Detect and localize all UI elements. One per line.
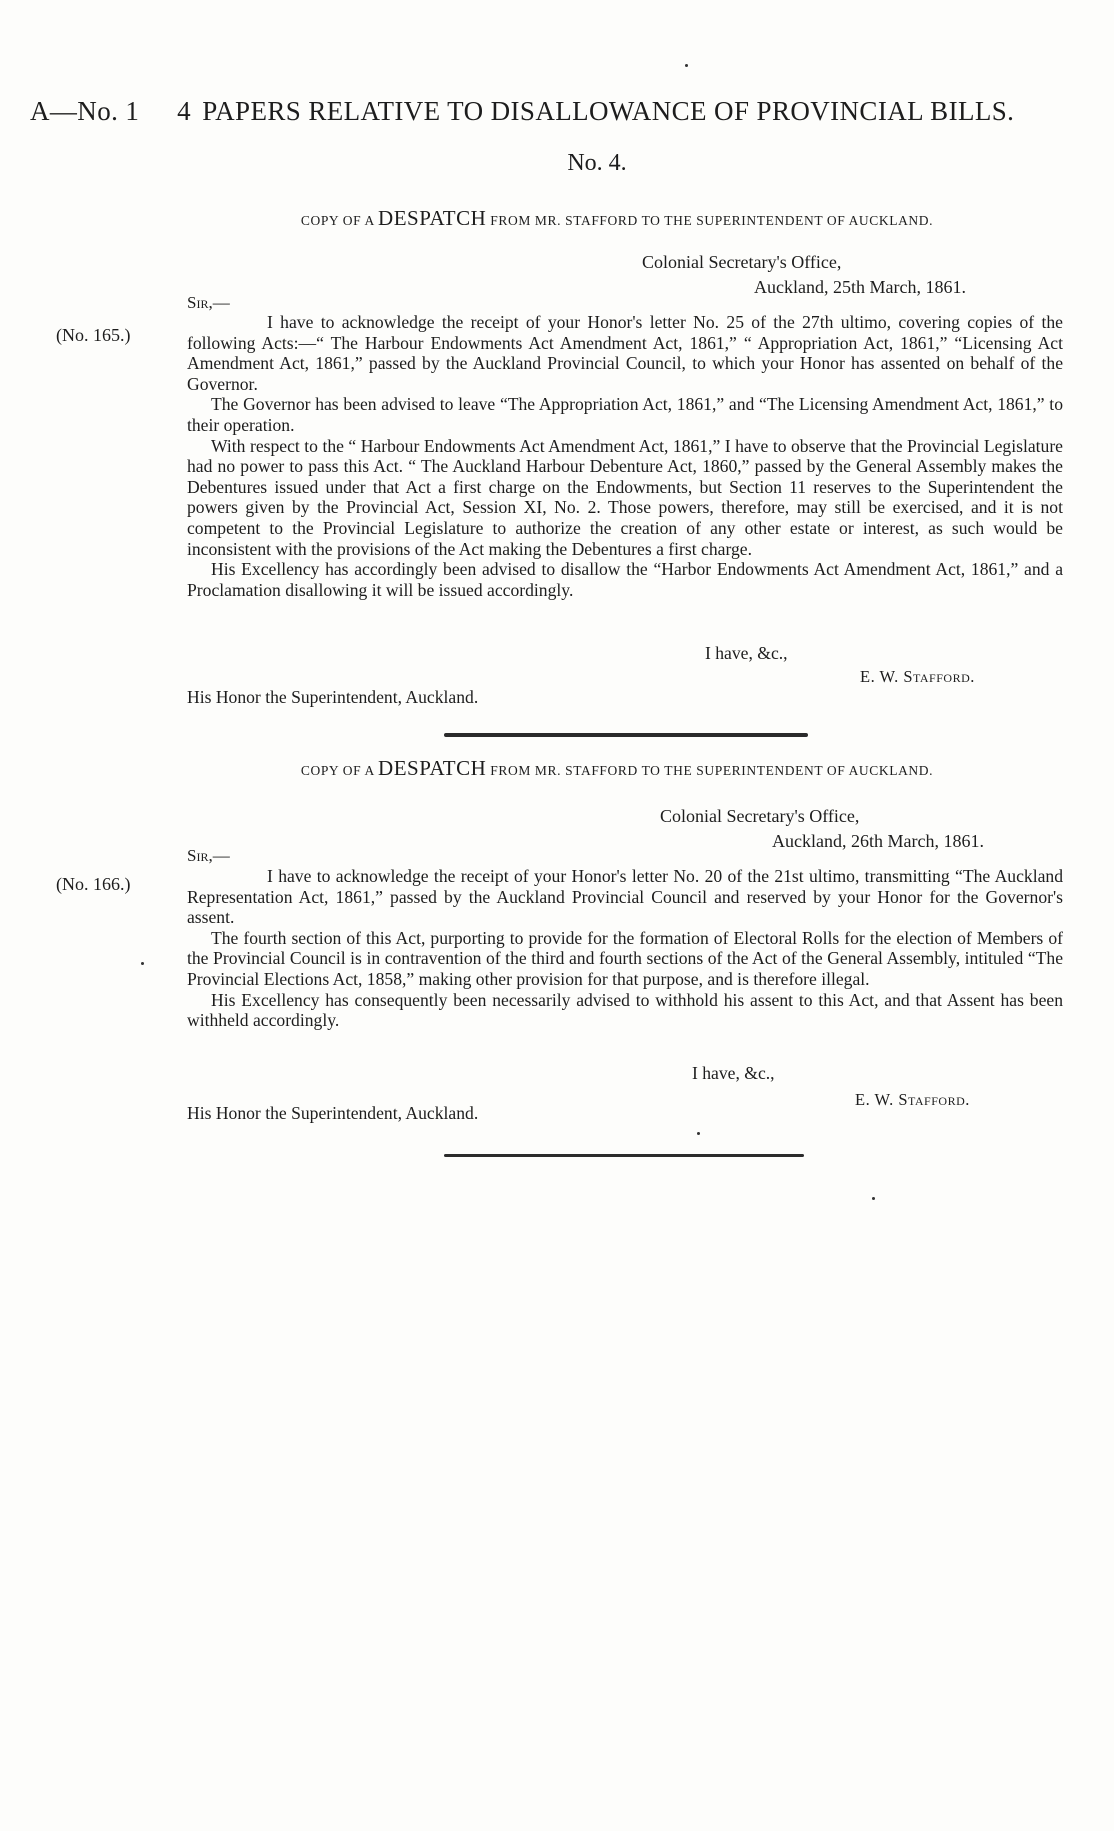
- page-number: 4: [177, 96, 192, 126]
- letter2-closing: I have, &c.,: [692, 1063, 775, 1083]
- page-title: PAPERS RELATIVE TO DISALLOWANCE OF PROVINCIAL BILLS.: [202, 96, 1015, 126]
- letter2-addressee: His Honor the Superintendent, Auckland.: [187, 1103, 479, 1123]
- letter2-paragraph: I have to acknowledge the receipt of your Honor's letter No. 20 of the 21st ultimo, transmitting “The Auckland Representation Act, 1861,” passed by the Auckland Provincial Council and reserved by your Honor for the Governor's assent.: [187, 866, 1063, 928]
- letter1-paragraph: The Governor has been advised to leave “The Appropriation Act, 1861,” and “The Licensing Amendment Act, 1861,” to their operation.: [187, 394, 1063, 435]
- letter2-heading-pre: COPY OF A: [300, 763, 375, 778]
- letter2-heading-post: FROM MR. STAFFORD TO THE SUPERINTENDENT OF AUCKLAND.: [490, 763, 934, 778]
- page-header: [30, 96, 1080, 127]
- letter1-paragraph: With respect to the “ Harbour Endowments Act Amendment Act, 1861,” I have to observe that the Provincial Legislature had no power to pass this Act. “ The Auckland Harbour Debenture Act, 1860,” passed by the General Assembly makes the Debentures issued under that Act a first charge on the Endowments, but Section 11 reserves to the Superintendent the powers given by the Provincial Act, Session XI, No. 2. Those powers, therefore, may still be exercised, and it is not competent to the Provincial Legislature to authorize the creation of any other estate or interest, as such would be inconsistent with the provisions of the Act making the Debentures a first charge.: [187, 435, 1063, 559]
- letter2-paragraph: The fourth section of this Act, purporting to provide for the formation of Electoral Rolls for the election of Members of the Provincial Council is in contravention of the third and fourth sections of the Act of the General Assembly, intituled “The Provincial Elections Act, 1858,” making other provision for that purpose, and is therefore illegal.: [187, 927, 1063, 989]
- letter1-heading-big: DESPATCH: [378, 206, 487, 230]
- section-divider: [444, 733, 808, 737]
- document-reference: A—No. 1: [30, 96, 140, 126]
- letter2-salutation: Sir,—: [187, 846, 230, 865]
- print-speck: [141, 962, 144, 965]
- letter1-body: [187, 312, 1063, 600]
- document-number: No. 4.: [567, 150, 627, 176]
- letter2-sidenote: (No. 166.): [56, 874, 131, 894]
- letter2-paragraph: His Excellency has consequently been necessarily advised to withhold his assent to this Act, and that Assent has been withheld accordingly.: [187, 989, 1063, 1031]
- letter2-body: [187, 866, 1063, 1031]
- letter2-heading: [0, 756, 1114, 781]
- letter1-place-date: Auckland, 25th March, 1861.: [754, 277, 966, 297]
- letter2-place-date: Auckland, 26th March, 1861.: [772, 831, 984, 851]
- letter1-office: [642, 250, 966, 300]
- letter1-heading-post: FROM MR. STAFFORD TO THE SUPERINTENDENT OF AUCKLAND.: [490, 213, 934, 228]
- letter1-sidenote: (No. 165.): [56, 325, 131, 345]
- letter1-signature: E. W. Stafford.: [860, 667, 975, 686]
- letter1-paragraph: I have to acknowledge the receipt of your Honor's letter No. 25 of the 27th ultimo, covering copies of the following Acts:—“ The Harbour Endowments Act Amendment Act, 1861,” “ Appropriation Act, 1861,” “Licensing Act Amendment Act, 1861,” passed by the Auckland Provincial Council, to which your Honor has assented on behalf of the Governor.: [187, 312, 1063, 394]
- print-speck: [697, 1132, 700, 1135]
- letter1-addressee: His Honor the Superintendent, Auckland.: [187, 687, 479, 707]
- print-speck: [872, 1197, 875, 1200]
- letter1-paragraph: His Excellency has accordingly been advised to disallow the “Harbor Endowments Act Amendment Act, 1861,” and a Proclamation disallowing it will be issued accordingly.: [187, 559, 1063, 600]
- print-speck: [685, 64, 688, 67]
- letter1-heading-pre: COPY OF A: [300, 213, 375, 228]
- section-divider: [444, 1154, 804, 1157]
- letter2-signature: E. W. Stafford.: [855, 1090, 970, 1109]
- letter2-heading-big: DESPATCH: [378, 756, 487, 780]
- letter1-closing: I have, &c.,: [705, 643, 788, 663]
- letter2-office: [660, 804, 984, 854]
- letter1-office-name: Colonial Secretary's Office,: [642, 252, 842, 272]
- letter1-salutation: Sir,—: [187, 293, 230, 312]
- letter1-heading: [0, 206, 1114, 231]
- letter2-office-name: Colonial Secretary's Office,: [660, 806, 860, 826]
